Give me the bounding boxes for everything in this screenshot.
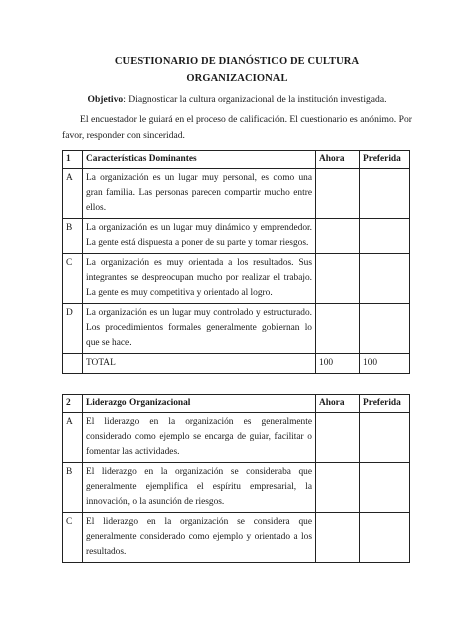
- preferred-score-cell[interactable]: [360, 254, 410, 304]
- preferred-score-cell[interactable]: [360, 413, 410, 463]
- row-statement: El liderazgo en la organización se considera que generalmente considerado como ejemplo y orientado a los resultados.: [83, 513, 316, 563]
- document-title-line1: CUESTIONARIO DE DIANÓSTICO DE CULTURA: [114, 56, 360, 67]
- row-statement: El liderazgo en la organización se consideraba que generalmente ejemplifica el espíritu empresarial, la innovación, o la asunción de riesgos.: [83, 463, 316, 513]
- row-statement: La organización es un lugar muy personal, es como una gran familia. Las personas parecen compartir mucho entre ellos.: [83, 169, 316, 219]
- total-empty-cell: [63, 354, 83, 374]
- row-statement: La organización es muy orientada a los resultados. Sus integrantes se despreocupan mucho por realizar el trabajo. La gente es muy competitiva y orientado al logro.: [83, 254, 316, 304]
- instructions-paragraph: El encuestador le guiará en el proceso de calificación. El cuestionario es anónimo. Por favor, responder con sinceridad.: [62, 114, 412, 141]
- table-row: [63, 219, 410, 254]
- total-now: 100: [316, 354, 360, 374]
- now-score-cell[interactable]: [316, 219, 360, 254]
- section-heading: Características Dominantes: [83, 151, 316, 169]
- table-header-row: [63, 151, 410, 169]
- row-statement: El liderazgo en la organización es generalmente considerado como ejemplo se encarga de guiar, facilitar o fomentar las actividades.: [83, 413, 316, 463]
- row-letter: B: [63, 219, 83, 254]
- document-title-line2: ORGANIZACIONAL: [186, 73, 288, 84]
- table-row: [63, 304, 410, 354]
- row-letter: C: [63, 513, 83, 563]
- column-preferred-header: Preferida: [360, 151, 410, 169]
- row-letter: C: [63, 254, 83, 304]
- table-row: [63, 513, 410, 563]
- objective-paragraph: [0, 92, 474, 108]
- objective-label: Objetivo: [87, 94, 124, 105]
- preferred-score-cell[interactable]: [360, 304, 410, 354]
- objective-text: : Diagnosticar la cultura organizacional de la institución investigada.: [123, 94, 387, 105]
- section-number: 2: [63, 395, 83, 413]
- row-letter: A: [63, 413, 83, 463]
- section-number: 1: [63, 151, 83, 169]
- column-now-header: Ahora: [316, 395, 360, 413]
- table-row: [63, 169, 410, 219]
- row-letter: D: [63, 304, 83, 354]
- total-label: TOTAL: [83, 354, 316, 374]
- now-score-cell[interactable]: [316, 413, 360, 463]
- preferred-score-cell[interactable]: [360, 219, 410, 254]
- now-score-cell[interactable]: [316, 513, 360, 563]
- row-letter: A: [63, 169, 83, 219]
- now-score-cell[interactable]: [316, 463, 360, 513]
- section-heading: Liderazgo Organizacional: [83, 395, 316, 413]
- table-row: [63, 413, 410, 463]
- now-score-cell[interactable]: [316, 304, 360, 354]
- dominant-characteristics-table: [62, 150, 410, 374]
- column-now-header: Ahora: [316, 151, 360, 169]
- preferred-score-cell[interactable]: [360, 169, 410, 219]
- table-header-row: [63, 395, 410, 413]
- table-row: [63, 254, 410, 304]
- table-row: [63, 463, 410, 513]
- row-statement: La organización es un lugar muy controlado y estructurado. Los procedimientos formales generalmente gobiernan lo que se hace.: [83, 304, 316, 354]
- organizational-leadership-table: [62, 394, 410, 563]
- now-score-cell[interactable]: [316, 169, 360, 219]
- total-row: [63, 354, 410, 374]
- now-score-cell[interactable]: [316, 254, 360, 304]
- preferred-score-cell[interactable]: [360, 513, 410, 563]
- column-preferred-header: Preferida: [360, 395, 410, 413]
- row-statement: La organización es un lugar muy dinámico y emprendedor. La gente está dispuesta a poner de su parte y tomar riesgos.: [83, 219, 316, 254]
- total-preferred: 100: [360, 354, 410, 374]
- preferred-score-cell[interactable]: [360, 463, 410, 513]
- row-letter: B: [63, 463, 83, 513]
